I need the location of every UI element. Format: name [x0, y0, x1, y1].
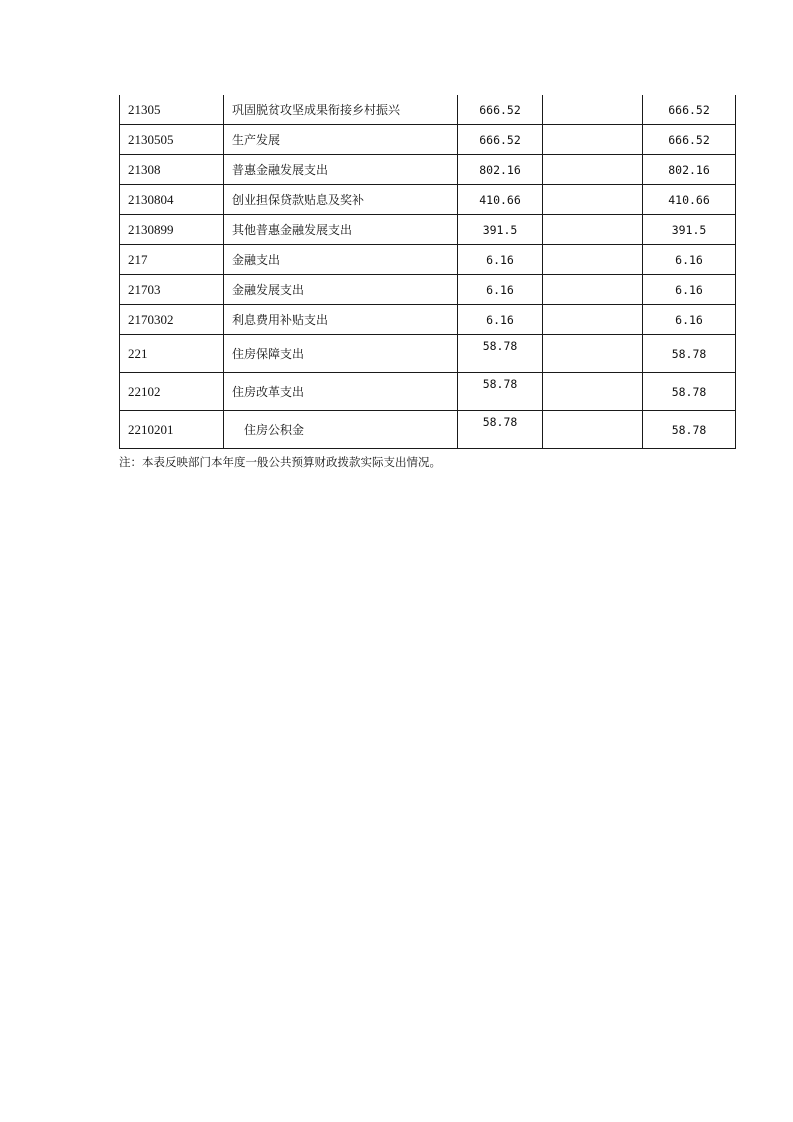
subject-name: 住房改革支出	[224, 373, 458, 411]
project-amount: 391.5	[643, 215, 736, 245]
subject-code: 2130505	[120, 125, 224, 155]
total-amount: 6.16	[458, 275, 543, 305]
basic-amount	[543, 215, 643, 245]
basic-amount	[543, 275, 643, 305]
table-row	[120, 125, 736, 155]
subject-name: 金融发展支出	[224, 275, 458, 305]
table-row	[120, 411, 736, 449]
total-amount: 802.16	[458, 155, 543, 185]
table-row	[120, 305, 736, 335]
subject-code: 21703	[120, 275, 224, 305]
subject-name: 利息费用补贴支出	[224, 305, 458, 335]
basic-amount	[543, 125, 643, 155]
project-amount: 6.16	[643, 305, 736, 335]
subject-name: 金融支出	[224, 245, 458, 275]
subject-name: 其他普惠金融发展支出	[224, 215, 458, 245]
basic-amount	[543, 155, 643, 185]
subject-name: 生产发展	[224, 125, 458, 155]
subject-code: 221	[120, 335, 224, 373]
expenditure-table	[119, 95, 736, 449]
table-footnote: 注：本表反映部门本年度一般公共预算财政拨款实际支出情况。	[119, 455, 441, 469]
subject-code: 2130804	[120, 185, 224, 215]
table-row	[120, 245, 736, 275]
table-row	[120, 215, 736, 245]
subject-code: 22102	[120, 373, 224, 411]
project-amount: 666.52	[643, 95, 736, 125]
basic-amount	[543, 411, 643, 449]
table-row	[120, 185, 736, 215]
subject-code: 2210201	[120, 411, 224, 449]
total-amount: 410.66	[458, 185, 543, 215]
subject-code: 21308	[120, 155, 224, 185]
table-row	[120, 373, 736, 411]
table-row	[120, 335, 736, 373]
total-amount: 58.78	[458, 373, 543, 411]
project-amount: 58.78	[643, 373, 736, 411]
project-amount: 58.78	[643, 411, 736, 449]
subject-code: 2130899	[120, 215, 224, 245]
total-amount: 58.78	[458, 411, 543, 449]
subject-name: 创业担保贷款贴息及奖补	[224, 185, 458, 215]
total-amount: 666.52	[458, 95, 543, 125]
project-amount: 410.66	[643, 185, 736, 215]
project-amount: 666.52	[643, 125, 736, 155]
basic-amount	[543, 185, 643, 215]
total-amount: 6.16	[458, 245, 543, 275]
table-row	[120, 95, 736, 125]
total-amount: 666.52	[458, 125, 543, 155]
subject-code: 21305	[120, 95, 224, 125]
basic-amount	[543, 373, 643, 411]
total-amount: 391.5	[458, 215, 543, 245]
total-amount: 6.16	[458, 305, 543, 335]
total-amount: 58.78	[458, 335, 543, 373]
basic-amount	[543, 305, 643, 335]
project-amount: 58.78	[643, 335, 736, 373]
project-amount: 802.16	[643, 155, 736, 185]
basic-amount	[543, 95, 643, 125]
table-row	[120, 155, 736, 185]
subject-name: 住房保障支出	[224, 335, 458, 373]
table-row	[120, 275, 736, 305]
basic-amount	[543, 245, 643, 275]
subject-code: 217	[120, 245, 224, 275]
subject-name: 住房公积金	[224, 411, 458, 449]
project-amount: 6.16	[643, 245, 736, 275]
subject-name: 普惠金融发展支出	[224, 155, 458, 185]
subject-code: 2170302	[120, 305, 224, 335]
basic-amount	[543, 335, 643, 373]
subject-name: 巩固脱贫攻坚成果衔接乡村振兴	[224, 95, 458, 125]
project-amount: 6.16	[643, 275, 736, 305]
